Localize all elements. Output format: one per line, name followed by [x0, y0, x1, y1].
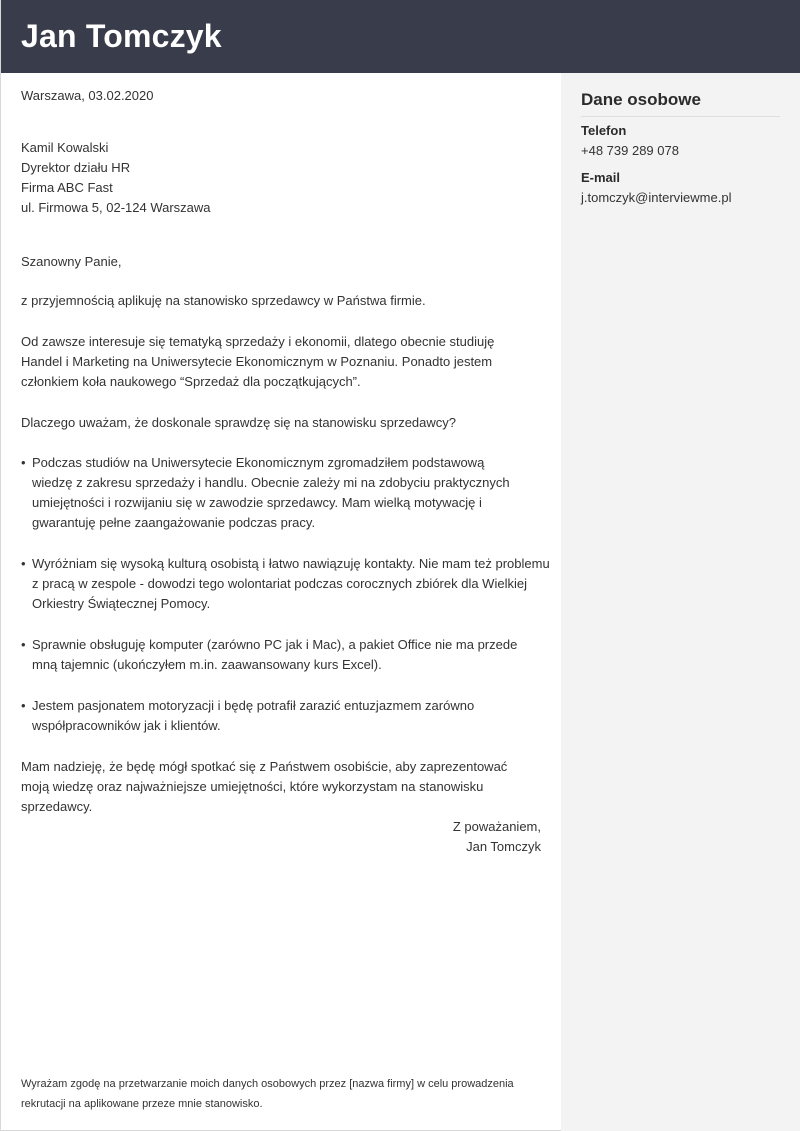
header-banner [1, 0, 800, 73]
consent-clause: Wyrażam zgodę na przetwarzanie moich danych osobowych przez [nazwa firmy] w celu prowadzenia rekrutacji na aplikowane przeze mnie stanowisko. [21, 1078, 514, 1110]
recipient-company: Firma ABC Fast [21, 180, 113, 195]
bullet-icon: • [21, 698, 26, 713]
question-line: Dlaczego uważam, że doskonale sprawdzę się na stanowisku sprzedawcy? [21, 415, 456, 430]
bullet-item-4 [21, 696, 481, 736]
recipient-address: ul. Firmowa 5, 02-124 Warszawa [21, 200, 211, 215]
recipient-position: Dyrektor działu HR [21, 160, 131, 175]
bullet-icon: • [21, 637, 26, 652]
bullet-text: Wyróżniam się wysoką kulturą osobistą i łatwo nawiązuję kontakty. Nie mam też problemu z pracą w zespole - dowodzi tego wolontariat podczas corocznych zbiórek dla Wielkiej Orkiestry Świątecznej Pomocy. [32, 556, 550, 611]
bullet-text: Jestem pasjonatem motoryzacji i będę potrafił zarazić entuzjazmem zarówno współpracowników jak i klientów. [32, 698, 475, 733]
phone-label: Telefon [581, 123, 627, 138]
signoff: Z poważaniem, [452, 819, 541, 834]
bullet-icon: • [21, 556, 26, 571]
sidebar-personal-data [561, 73, 800, 1131]
recipient-name: Kamil Kowalski [21, 140, 109, 155]
paragraph-studies: Od zawsze interesuje się tematyką sprzedaży i ekonomii, dlatego obecnie studiuję Handel i Marketing na Uniwersytecie Ekonomicznym w Poznaniu. Ponadto jestem członkiem koła naukowego “Sprzedaż dla początkujących”. [21, 334, 495, 389]
bullet-item-3 [21, 635, 521, 675]
applicant-name: Jan Tomczyk [21, 18, 222, 54]
sidebar-title: Dane osobowe [581, 89, 780, 117]
signature: Jan Tomczyk [466, 839, 541, 854]
phone-value: +48 739 289 078 [581, 143, 679, 158]
email-label: E-mail [581, 170, 621, 185]
closing-paragraph: Mam nadzieję, że będę mógł spotkać się z Państwem osobiście, aby zaprezentować moją wiedzę oraz najważniejsze umiejętności, które wykorzystam na stanowisku sprzedawcy. [21, 759, 508, 814]
place-date: Warszawa, 03.02.2020 [21, 88, 154, 103]
bullet-text: Podczas studiów na Uniwersytecie Ekonomicznym zgromadziłem podstawową wiedzę z zakresu sprzedaży i handlu. Obecnie zależy mi na zdobyciu praktycznych umiejętności i rozwijaniu się w zawodzie sprzedawcy. Mam wielką motywację i gwarantuję pełne zaangażowanie podczas pracy. [32, 455, 510, 530]
bullet-item-2 [21, 554, 551, 614]
bullet-text: Sprawnie obsługuję komputer (zarówno PC jak i Mac), a pakiet Office nie ma przede mną tajemnic (ukończyłem m.in. zaawansowany kurs Excel). [32, 637, 518, 672]
bullet-item-1 [21, 453, 517, 533]
bullet-icon: • [21, 455, 26, 470]
salutation: Szanowny Panie, [21, 254, 122, 269]
intro-paragraph: z przyjemnością aplikuję na stanowisko sprzedawcy w Państwa firmie. [21, 293, 426, 308]
email-value: j.tomczyk@interviewme.pl [581, 190, 732, 205]
